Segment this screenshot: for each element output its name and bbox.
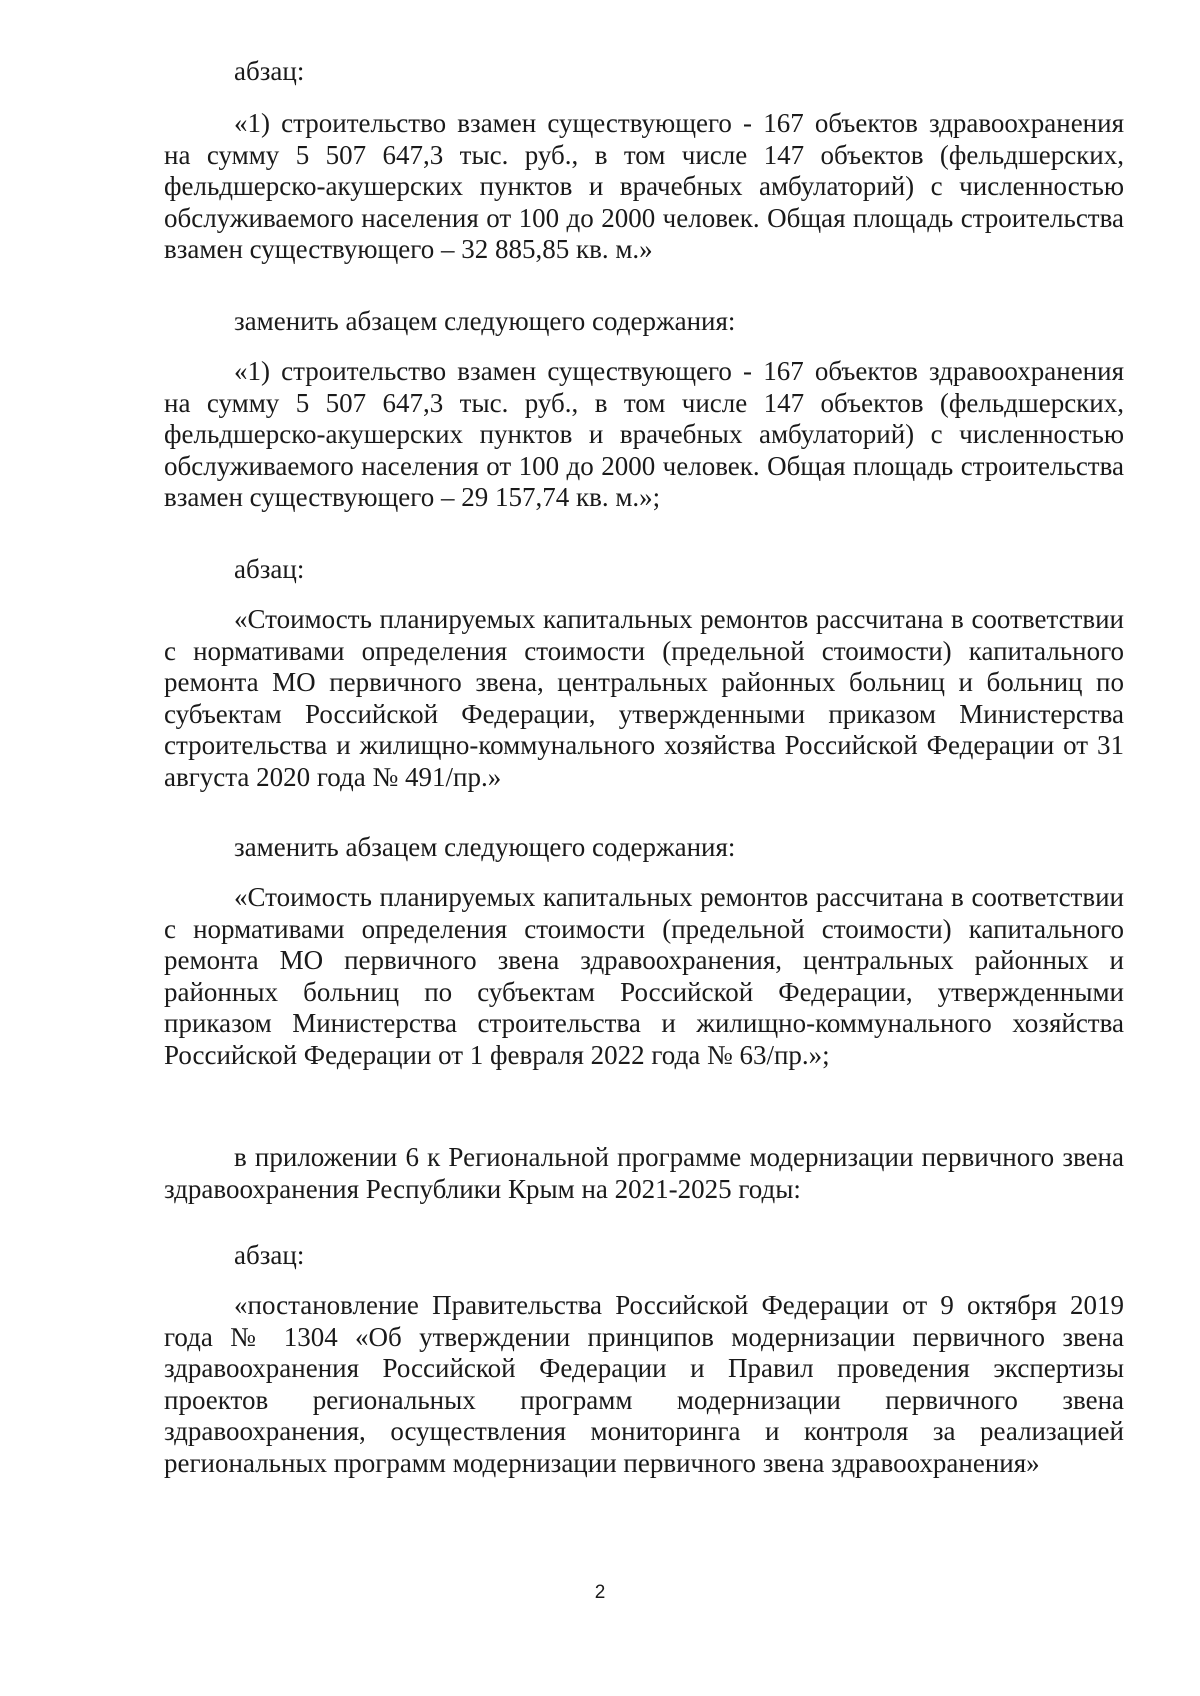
abzac-label-2: абзац:: [234, 554, 305, 584]
paragraph-new-construction: «1) строительство взамен существующего - 167 объектов здравоохранения на сумму 5 507 647,3 тыс. руб., в том числе 147 объектов (фельдшерских, фельдшерско-акушерских пунктов и врачебных амбулаторий) с численностью обслуживаемого населения от 100 до 2000 человек. Общая площадь строительства взамен существующего – 29 157,74 кв. м.»;: [164, 356, 1124, 512]
paragraph-appendix-6: в приложении 6 к Региональной программе модернизации первичного звена здравоохранения Республики Крым на 2021-2025 годы:: [164, 1142, 1124, 1204]
abzac-label-1: абзац:: [234, 56, 305, 86]
replace-label-1: заменить абзацем следующего содержания:: [234, 306, 736, 336]
paragraph-new-repair-cost: «Стоимость планируемых капитальных ремонтов рассчитана в соответствии с нормативами определения стоимости (предельной стоимости) капитального ремонта МО первичного звена здравоохранения, центральных районных и районных больниц по субъектам Российской Федерации, утвержденными приказом Министерства строительства и жилищно-коммунального хозяйства Российской Федерации от 1 февраля 2022 года № 63/пр.»;: [164, 882, 1124, 1070]
replace-label-2: заменить абзацем следующего содержания:: [234, 832, 736, 862]
abzac-label-3: абзац:: [234, 1240, 305, 1270]
page-number: 2: [594, 1582, 606, 1603]
paragraph-old-construction: «1) строительство взамен существующего - 167 объектов здравоохранения на сумму 5 507 647,3 тыс. руб., в том числе 147 объектов (фельдшерских, фельдшерско-акушерских пунктов и врачебных амбулаторий) с численностью обслуживаемого населения от 100 до 2000 человек. Общая площадь строительства взамен существующего – 32 885,85 кв. м.»: [164, 108, 1124, 264]
paragraph-old-repair-cost: «Стоимость планируемых капитальных ремонтов рассчитана в соответствии с нормативами определения стоимости (предельной стоимости) капитального ремонта МО первичного звена, центральных районных больниц и больниц по субъектам Российской Федерации, утвержденными приказом Министерства строительства и жилищно-коммунального хозяйства Российской Федерации от 31 августа 2020 года № 491/пр.»: [164, 604, 1124, 792]
paragraph-government-resolution: «постановление Правительства Российской Федерации от 9 октября 2019 года № 1304 «Об утверждении принципов модернизации первичного звена здравоохранения Российской Федерации и Правил проведения экспертизы проектов региональных программ модернизации первичного звена здравоохранения, осуществления мониторинга и контроля за реализацией региональных программ модернизации первичного звена здравоохранения»: [164, 1290, 1124, 1478]
